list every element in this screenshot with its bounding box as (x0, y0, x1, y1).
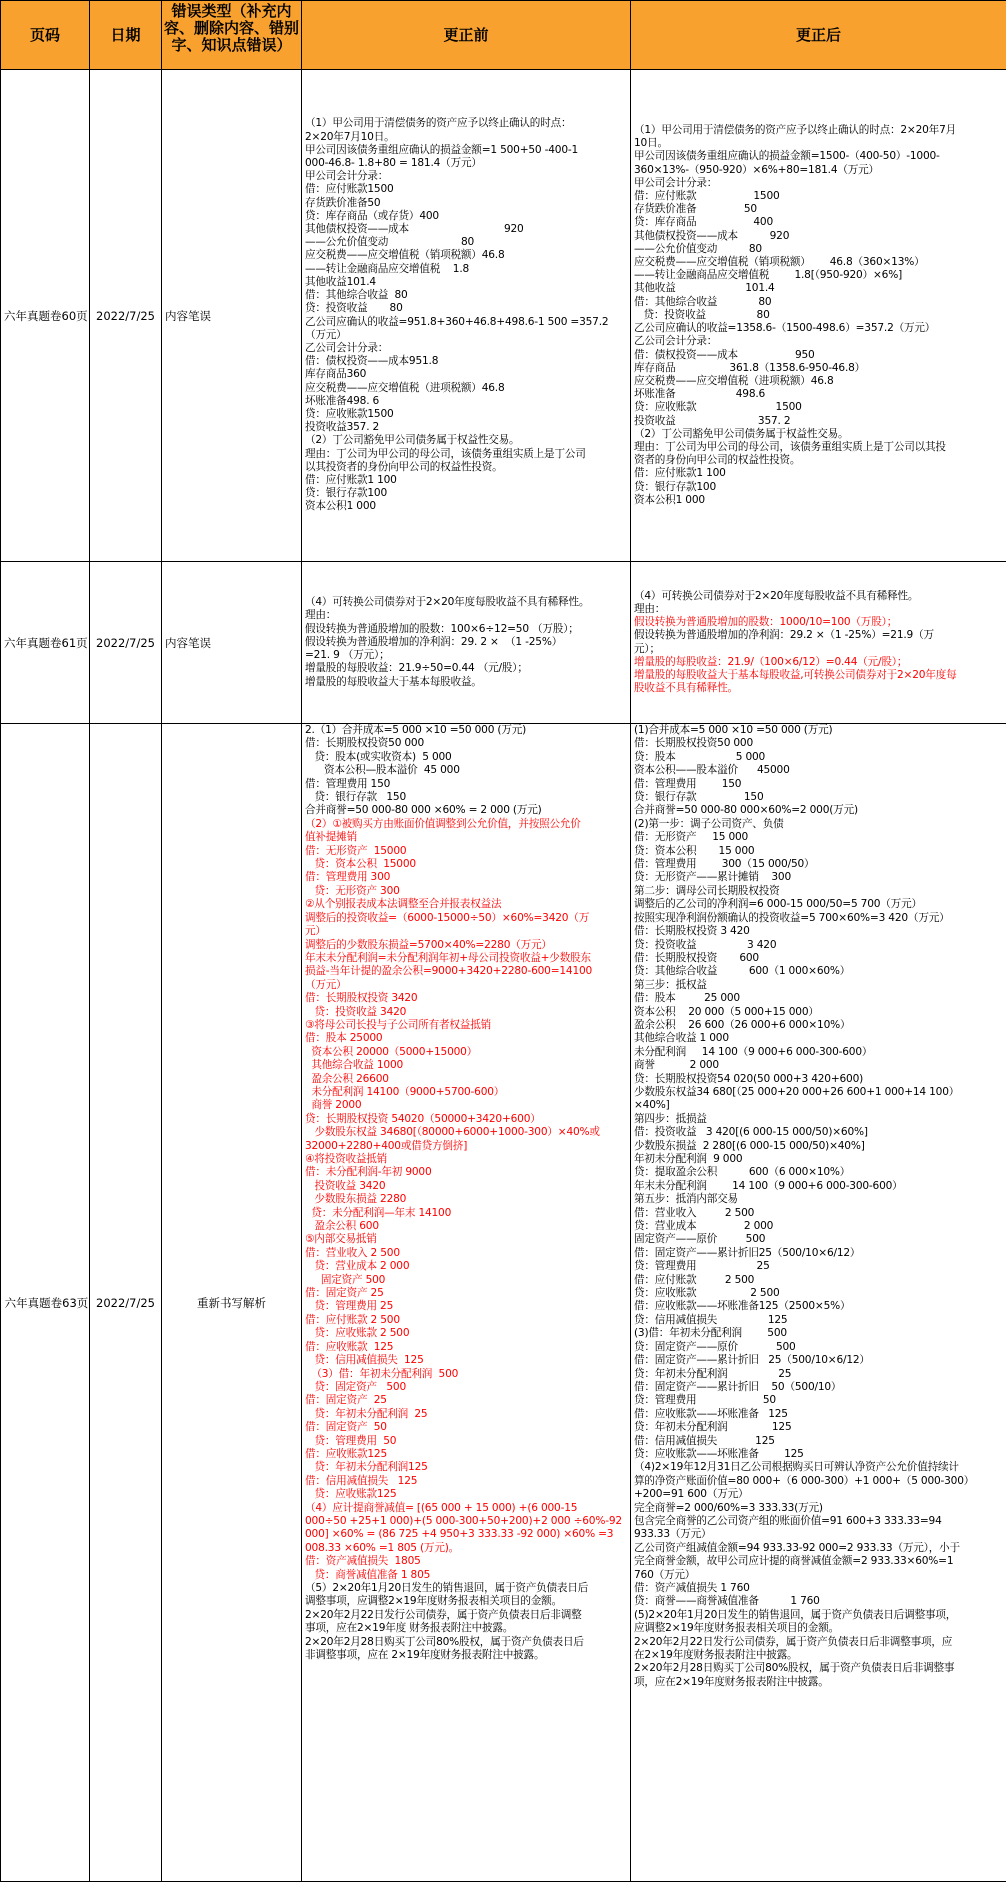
text-line: 调整事项，应调整2×19年度财务报表相关项目的金额。 (305, 1595, 562, 1608)
text-line: 贷：库存商品 400 (634, 216, 773, 229)
text-line: 借：债权投资——成本951.8 (305, 355, 439, 368)
text-line: 其他债权投资——成本 920 (305, 223, 524, 236)
text-line: 借：无形资产 15 000 (634, 831, 749, 844)
text-line: 年末未分配利润 14 100（9 000+6 000-300-600） (634, 1179, 903, 1192)
text-line: （4）可转换公司债券对于2×20年度每股收益不具有稀释性。 (634, 589, 919, 602)
text-line: 贷：其他综合收益 600（1 000×60%） (634, 965, 851, 978)
header-error-type (162, 1, 302, 70)
text-line: 资本公积1 000 (634, 493, 705, 506)
text-line: 甲公司会计分录： (634, 176, 718, 189)
text-line: （2）丁公司豁免甲公司债务属于权益性交易。 (634, 427, 849, 440)
text-line: 乙公司资产组减值金额=94 933.33-92 000=2 933.33（万元），小于 (634, 1541, 960, 1554)
text-line: 借：应付账款 2 500 (305, 1313, 400, 1326)
header-error-type-label: 错误类型（补充内容、删除内容、错别字、知识点错误） (163, 1, 299, 54)
header-page: 页码 (1, 1, 90, 70)
text-line: 库存商品 361.8（1358.6-950-46.8） (634, 361, 866, 374)
text-line: 借：无形资产 15000 (305, 844, 407, 857)
text-line: 非调整事项，应在 2×19年度财务报表附注中披露。 (305, 1649, 545, 1662)
text-line: 贷：未分配利润—年末 14100 (305, 1206, 452, 1219)
text-line: 借：营业收入 2 500 (634, 1206, 755, 1219)
text-line: 贷：银行存款 150 (634, 791, 764, 804)
text-line: 事项，应在2×19年度 财务报表附注中披露。 (305, 1622, 514, 1635)
text-line: 应交税费——应交增值税（销项税额） 46.8（360×13%） (634, 256, 925, 269)
text-line: 借：固定资产 50 (305, 1421, 387, 1434)
text-line: 元）； (634, 642, 660, 655)
text-line: 2×20年2月28日购买丁公司80%股权，属于资产负债表日后非调整事 (634, 1662, 955, 1675)
text-line: 借：管理费用 150 (634, 777, 742, 790)
before-cell (302, 562, 631, 724)
text-line: ——转让金融商品应交增值税 1.8[（950-920）×6%] (634, 269, 903, 282)
text-line: 应交税费——应交增值税（进项税额）46.8 (305, 381, 505, 394)
text-line: 贷：固定资产——原价 500 (634, 1340, 796, 1353)
text-line: 未分配利润 14100（9000+5700-600） (305, 1085, 505, 1098)
text-line: 按照实现净利润份额确认的投资收益=5 700×60%=3 420（万元） (634, 911, 950, 924)
text-line: （1）甲公司用于清偿债务的资产应予以终止确认的时点： (305, 117, 572, 130)
text-line: 贷：应收账款 2 500 (634, 1287, 780, 1300)
header-date: 日期 (90, 1, 162, 70)
text-line: 贷：投资收益 80 (305, 302, 403, 315)
text-line: 盈余公积 26600 (305, 1072, 389, 1085)
text-line: 借：资产减值损失 1 760 (634, 1582, 750, 1594)
text-line: 贷：应收账款 1500 (634, 401, 802, 414)
text-line: 贷：管理费用 25 (305, 1300, 394, 1313)
text-line: （4)2×19年12月31日乙公司根据购买日可辨认净资产公允价值持续计 (634, 1461, 959, 1474)
text-line: 以其投资者的身份向甲公司的权益性投资。 (305, 460, 503, 473)
text-line: 借：其他综合收益 80 (305, 289, 408, 302)
text-line: 投资收益 3420 (305, 1179, 386, 1192)
text-line: 贷：提取盈余公积 600（6 000×10%） (634, 1166, 851, 1179)
text-line: 完全商誉=2 000/60%=3 333.33(万元) (634, 1501, 823, 1514)
text-line: 乙公司会计分录： (305, 341, 389, 354)
text-line: （4）可转换公司债券对于2×20年度每股收益不具有稀释性。 (305, 596, 590, 609)
text-line: 933.33（万元） (634, 1528, 712, 1541)
text-line: 2×20年2月22日发行公司债券，属于资产负债表日后非调整 (305, 1608, 582, 1621)
text-line: 贷：无形资产 300 (305, 884, 400, 897)
text-line: 资本公积 20 000（5 000+15 000） (634, 1005, 819, 1018)
text-line: 盈余公积 26 600（26 000+6 000×10%） (634, 1018, 851, 1031)
text-line: （5）2×20年1月20日发生的销售退回，属于资产负债表日后 (305, 1582, 589, 1594)
text-line: 借：股本 25 000 (634, 992, 740, 1005)
text-line: 000-46.8- 1.8+80 = 181.4（万元） (305, 157, 482, 170)
text-line: 乙公司会计分录： (634, 335, 718, 348)
text-line: 理由：丁公司为甲公司的母公司，该债务重组实质上是丁公司以其投 (634, 440, 946, 453)
table-row (1, 724, 1006, 1882)
text-line: 借：管理费用 300 (305, 871, 391, 884)
text-line: 借：长期股权投资 600 (634, 951, 759, 964)
text-line: 贷：固定资产 500 (305, 1380, 406, 1393)
error-type-cell: 内容笔误 (162, 70, 302, 562)
text-line: 未分配利润 14 100（9 000+6 000-300-600） (634, 1045, 873, 1058)
text-line: 项，应在2×19年度财务报表附注中披露。 (634, 1675, 829, 1688)
text-line: 应交税费——应交增值税（销项税额）46.8 (305, 249, 505, 262)
text-line: 贷：管理费用 50 (305, 1434, 397, 1447)
page-cell: 六年真题卷63页 (1, 724, 90, 1882)
text-line: 其他收益101.4 (305, 275, 376, 288)
page-cell: 六年真题卷61页 (1, 562, 90, 724)
text-line: 乙公司应确认的收益=1358.6-（1500-498.6）=357.2（万元） (634, 322, 936, 335)
date-cell: 2022/7/25 (90, 562, 162, 724)
text-line: 借：固定资产——累计折旧25（500/10×6/12） (634, 1246, 861, 1259)
date-cell: 2022/7/25 (90, 70, 162, 562)
text-line: 第四步：抵损益 (634, 1112, 707, 1125)
text-line: 增量股的每股收益：21.9/（100×6/12）=0.44（元/股）； (634, 655, 908, 668)
text-line: 存货跌价准备 50 (634, 203, 757, 216)
text-line: 合并商誉=50 000-80 000 ×60% = 2 000 (万元) (305, 804, 542, 817)
text-line: 360×13%-（950-920）×6%+80=181.4（万元） (634, 163, 879, 176)
text-line: 资本公积 20000（5000+15000） (305, 1045, 478, 1058)
error-type-cell: 重新书写解析 (162, 724, 302, 1882)
text-line: 甲公司因该债务重组应确认的损益金额=1 500+50 -400-1 (305, 143, 579, 156)
text-line: 其他综合收益 1000 (305, 1059, 404, 1072)
text-line: 第五步：抵消内部交易 (634, 1193, 738, 1206)
text-line: 增量股的每股收益大于基本每股收益。 (305, 675, 482, 688)
text-line: 元） (305, 925, 326, 938)
text-line: 贷：股本 5 000 (634, 750, 766, 763)
text-line: 其他综合收益 1 000 (634, 1032, 729, 1045)
text-line: 借：固定资产 25 (305, 1287, 384, 1300)
text-line: 其他债权投资——成本 920 (634, 229, 790, 242)
text-line: 贷：股本(或实收资本) 5 000 (305, 750, 452, 763)
text-line: 贷：投资收益 80 (634, 308, 770, 321)
text-line: 借：长期股权投资50 000 (305, 737, 425, 750)
text-line: （万元） (305, 328, 347, 341)
page-cell: 六年真题卷60页 (1, 70, 90, 562)
text-line: 资本公积1 000 (305, 500, 376, 513)
text-line: （2）①被购买方由账面价值调整到公允价值，并按照公允价 (305, 817, 581, 830)
text-line: 借：固定资产——累计折旧 50（500/10） (634, 1380, 842, 1393)
text-line: 假设转换为普通股增加的股数：100×6÷12=50 （万股）； (305, 622, 579, 635)
after-lines (631, 590, 1006, 696)
text-line: 甲公司会计分录： (305, 170, 389, 183)
text-line: 贷：应收账款 2 500 (305, 1327, 410, 1340)
text-line: 完全商誉金额，故甲公司应计提的商誉减值金额=2 933.33×60%=1 (634, 1555, 954, 1568)
header-after: 更正后 (631, 1, 1006, 70)
text-line: 借：债权投资——成本 950 (634, 348, 815, 361)
text-line: ——转让金融商品应交增值税 1.8 (305, 262, 470, 275)
text-line: 贷：商誉——商誉减值准备 1 760 (634, 1595, 820, 1608)
text-line: 坏账准备 498.6 (634, 388, 766, 401)
text-line: 股收益不具有稀释性。 (634, 682, 738, 695)
text-line: ④将投资收益抵销 (305, 1153, 388, 1165)
text-line: 坏账准备498. 6 (305, 394, 380, 407)
text-line: 2×20年7月10日。 (305, 130, 395, 143)
text-line: 增量股的每股收益大于基本每股收益,可转换公司债券对于2×20年度每 (634, 668, 957, 681)
after-lines (631, 724, 1006, 1689)
text-line: 盈余公积 600 (305, 1220, 379, 1233)
text-line: 调整后的乙公司的净利润=6 000-15 000/50=5 700（万元） (634, 898, 922, 911)
text-line: 资本公积—股本溢价 45 000 (305, 764, 460, 777)
text-line: (3)借：年初未分配利润 500 (634, 1327, 787, 1340)
text-line: 借：营业收入 2 500 (305, 1246, 400, 1259)
text-line: 调整后的少数股东损益=5700×40%=2280（万元） (305, 938, 552, 951)
text-line: 借：长期股权投资50 000 (634, 737, 754, 750)
text-line: 商誉 2 000 (634, 1059, 719, 1072)
text-line: 借：未分配利润-年初 9000 (305, 1166, 432, 1179)
text-line: 借：投资收益 3 420[(6 000-15 000/50)×60%] (634, 1126, 868, 1139)
text-line: ③将母公司长投与子公司所有者权益抵销 (305, 1018, 491, 1031)
text-line: 借：固定资产 25 (305, 1394, 387, 1407)
text-line: 贷：年初未分配利润 25 (305, 1407, 428, 1420)
text-line: 借：资产减值损失 1805 (305, 1555, 421, 1568)
text-line: 应交税费——应交增值税（进项税额）46.8 (634, 374, 834, 387)
text-line: 000] ×60% = (86 725 +4 950+3 333.33 -92 000) ×60% =3 (305, 1528, 614, 1541)
text-line: 贷：银行存款 150 (305, 791, 406, 804)
text-line: 贷：管理费用 25 (634, 1260, 770, 1273)
text-line: 借：应收账款——坏账准备 125 (634, 1407, 788, 1420)
text-line: 理由： (305, 609, 337, 622)
text-line: 贷：无形资产——累计摊销 300 (634, 871, 792, 884)
table-row (1, 562, 1006, 724)
text-line: 少数股东损益 2 280[(6 000-15 000/50)×40%] (634, 1139, 865, 1152)
text-line: 损益-当年计提的盈余公积=9000+3420+2280-600=14100 (305, 965, 593, 978)
text-line: 000÷50 +25+1 000)+(5 000-300+50+200)+2 000 ÷60%-92 (305, 1514, 622, 1527)
header-before: 更正前 (302, 1, 631, 70)
text-line: 2.（1）合并成本=5 000 ×10 =50 000 (万元) (305, 724, 527, 736)
text-line: (2)第一步：调子公司资产、负债 (634, 817, 784, 830)
before-lines (302, 117, 630, 513)
text-line: 贷：营业成本 2 000 (634, 1220, 774, 1233)
text-line: 32000+2280+400或借贷方倒挤] (305, 1139, 468, 1152)
text-line: 借：长期股权投资 3420 (305, 992, 418, 1005)
text-line: 资者的身份向甲公司的权益性投资。 (634, 454, 801, 467)
text-line: 投资收益 357. 2 (634, 414, 791, 427)
text-line: 2×20年2月22日发行公司债券，属于资产负债表日后非调整事项，应 (634, 1635, 953, 1648)
text-line: 贷：营业成本 2 000 (305, 1260, 410, 1273)
text-line: 贷：库存商品（或存货）400 (305, 209, 439, 222)
before-cell (302, 70, 631, 562)
text-line: 合并商誉=50 000-80 000×60%=2 000(万元) (634, 804, 858, 817)
text-line: 760（万元） (634, 1568, 696, 1581)
after-cell (631, 562, 1006, 724)
text-line: 借：信用减值损失 125 (305, 1474, 418, 1487)
text-line: 贷：资本公积 15000 (305, 858, 416, 871)
text-line: 贷：银行存款100 (305, 487, 387, 500)
text-line: 库存商品360 (305, 368, 367, 381)
text-line: 固定资产 500 (305, 1273, 386, 1286)
before-lines (302, 596, 630, 688)
text-line: 在2×19年度财务报表附注中披露。 (634, 1649, 798, 1662)
text-line: 借：应收账款 125 (305, 1340, 394, 1353)
text-line: 借：应收账款125 (305, 1447, 387, 1460)
after-cell (631, 724, 1006, 1882)
text-line: 算的净资产账面价值=80 000+（6 000-300）+1 000+（5 000-300） (634, 1474, 975, 1487)
text-line: 借：应付账款 2 500 (634, 1273, 755, 1286)
text-line: 贷：投资收益 3 420 (634, 938, 777, 951)
text-line: 商誉 2000 (305, 1099, 362, 1112)
text-line: 资本公积——股本溢价 45000 (634, 764, 790, 777)
text-line: （万元） (305, 978, 347, 991)
text-line: 008.33 ×60% =1 805 (万元)。 (305, 1541, 460, 1554)
text-line: 假设转换为普通股增加的净利润：29. 2 × （1 -25%） (305, 635, 563, 648)
text-line: ——公允价值变动 80 (634, 242, 762, 255)
text-line: 增量股的每股收益：21.9÷50=0.44 （元/股）； (305, 662, 528, 675)
text-line: 理由： (634, 602, 666, 615)
text-line: 少数股东权益 34680[（80000+6000+1000-300）×40%或 (305, 1126, 600, 1139)
text-line: 假设转换为普通股增加的股数：1000/10=100（万股）； (634, 616, 898, 629)
header-row (1, 1, 1006, 70)
text-line: 贷：年初未分配利润125 (305, 1461, 428, 1474)
text-line: 贷：年初未分配利润 125 (634, 1421, 792, 1434)
text-line: 借：固定资产——累计折旧 25（500/10×6/12） (634, 1354, 870, 1367)
text-line: 包含完全商誉的乙公司资产组的账面价值=91 600+3 333.33=94 (634, 1514, 942, 1527)
after-lines (631, 124, 1006, 507)
text-line: 借：长期股权投资 3 420 (634, 925, 750, 938)
text-line: 借：股本 25000 (305, 1032, 383, 1045)
text-line: ②从个别报表成本法调整至合并报表权益法 (305, 898, 502, 911)
text-line: 借：应付账款1 100 (305, 473, 397, 486)
text-line: 贷：投资收益 3420 (305, 1005, 407, 1018)
text-line: 10日。 (634, 137, 668, 150)
text-line: 贷：信用减值损失 125 (634, 1313, 788, 1326)
text-line: 借：管理费用 300（15 000/50） (634, 858, 815, 871)
text-line: ——公允价值变动 80 (305, 236, 475, 249)
text-line: 借：其他综合收益 80 (634, 295, 772, 308)
text-line: 投资收益357. 2 (305, 421, 380, 434)
text-line: +200=91 600（万元） (634, 1488, 749, 1501)
after-cell (631, 70, 1006, 562)
text-line: 贷：长期股权投资54 020(50 000+3 420+600) (634, 1072, 864, 1085)
text-line: (5)2×20年1月20日发生的销售退回，属于资产负债表日后调整事项， (634, 1608, 957, 1621)
text-line: 少数股东权益34 680[（25 000+20 000+26 600+1 000+14 100） (634, 1085, 960, 1098)
text-line: 假设转换为普通股增加的净利润：29.2 ×（1 -25%）=21.9（万 (634, 629, 934, 642)
text-line: 贷：银行存款100 (634, 480, 716, 493)
table-row (1, 70, 1006, 562)
text-line: 存货跌价准备50 (305, 196, 381, 209)
text-line: 甲公司因该债务重组应确认的损益金额=1500-（400-50）-1000- (634, 150, 940, 163)
text-line: 借：信用减值损失 125 (634, 1434, 775, 1447)
text-line: 借：应收账款——坏账准备125（2500×5%） (634, 1300, 851, 1313)
text-line: 贷：应收账款1500 (305, 407, 394, 420)
text-line: （2）丁公司豁免甲公司债务属于权益性交易。 (305, 434, 520, 447)
text-line: （1）甲公司用于清偿债务的资产应予以终止确认的时点：2×20年7月 (634, 124, 957, 137)
error-type-cell: 内容笔误 (162, 562, 302, 724)
text-line: 年末未分配利润=未分配利润年初+母公司投资收益+少数股东 (305, 951, 591, 964)
text-line: 少数股东损益 2280 (305, 1193, 407, 1206)
text-line: 贷：长期股权投资 54020（50000+3420+600） (305, 1112, 541, 1125)
text-line: 第三步：抵权益 (634, 978, 707, 991)
text-line: 贷：年初未分配利润 25 (634, 1367, 792, 1380)
text-line: 其他收益 101.4 (634, 282, 775, 295)
text-line: 借：管理费用 150 (305, 777, 391, 790)
text-line: ×40%] (634, 1099, 670, 1112)
text-line: 理由：丁公司为甲公司的母公司，该债务重组实质上是丁公司 (305, 447, 586, 460)
text-line: 第二步：调母公司长期股权投资 (634, 884, 780, 897)
text-line: 2×20年2月28日购买丁公司80%股权，属于资产负债表日后 (305, 1635, 584, 1648)
text-line: 值补提摊销 (305, 831, 357, 844)
text-line: 固定资产——原价 500 (634, 1233, 766, 1246)
text-line: 调整后的投资收益=（6000-15000÷50）×60%=3420（万 (305, 911, 590, 924)
text-line: 应调整2×19年度财务报表相关项目的金额。 (634, 1622, 839, 1635)
text-line: 贷：资本公积 15 000 (634, 844, 755, 857)
before-cell (302, 724, 631, 1882)
text-line: 年初未分配利润 9 000 (634, 1153, 743, 1165)
text-line: 乙公司应确认的收益=951.8+360+46.8+498.6-1 500 =357.2 (305, 315, 609, 328)
text-line: 借：应付账款1 100 (634, 467, 726, 480)
text-line: （4）应计提商誉减值= [(65 000 + 15 000) +(6 000-15 (305, 1501, 578, 1514)
text-line: 借：应付账款1500 (305, 183, 394, 196)
text-line: 贷：管理费用 50 (634, 1394, 776, 1407)
text-line: 借：应付账款 1500 (634, 190, 780, 203)
before-lines (302, 724, 630, 1662)
text-line: =21. 9 （万元）； (305, 649, 390, 662)
text-line: 贷：信用减值损失 125 (305, 1354, 424, 1367)
text-line: ⑤内部交易抵销 (305, 1233, 377, 1246)
text-line: 贷：应收账款——坏账准备 125 (634, 1447, 804, 1460)
date-cell: 2022/7/25 (90, 724, 162, 1882)
text-line: 贷：应收账款125 (305, 1488, 397, 1501)
text-line: （3）借：年初未分配利润 500 (305, 1367, 459, 1380)
text-line: (1)合并成本=5 000 ×10 =50 000 (万元) (634, 724, 833, 736)
text-line: 贷：商誉减值准备 1 805 (305, 1568, 431, 1581)
